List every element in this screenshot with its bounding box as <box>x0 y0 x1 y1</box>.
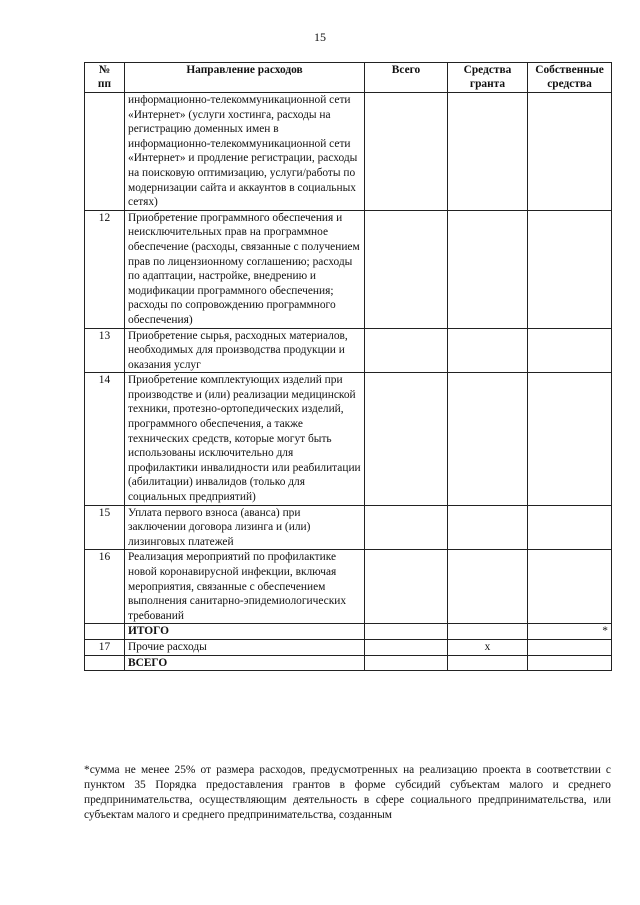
row-own-cell <box>528 550 612 624</box>
row-number-cell: 14 <box>85 373 125 505</box>
row-total-cell <box>365 328 448 373</box>
footnote: *сумма не менее 25% от размера расходов, предусмотренных на реализацию проекта в соответствии с пунктом 35 Порядка предоставления грантов в форме субсидий субъектам малого и среднего предпринимательства, осуществляющим деятельность в сфере социального предпринимательства, или субъектам малого и среднего предпринимательства, созданным <box>84 764 611 821</box>
row-grant-cell: х <box>448 639 528 655</box>
row-number-cell: 17 <box>85 639 125 655</box>
row-total-cell <box>365 655 448 671</box>
expense-table <box>84 62 612 671</box>
row-direction-cell: Уплата первого взноса (аванса) при заключении договора лизинга и (или) лизинговых платежей <box>125 505 365 550</box>
row-total-cell <box>365 93 448 211</box>
row-number-cell: 16 <box>85 550 125 624</box>
row-grant-cell <box>448 328 528 373</box>
row-own-cell <box>528 328 612 373</box>
table-row <box>85 210 612 328</box>
table-row <box>85 639 612 655</box>
row-grant-cell <box>448 655 528 671</box>
row-own-cell <box>528 639 612 655</box>
table-row <box>85 550 612 624</box>
header-direction: Направление расходов <box>125 63 365 93</box>
row-own-cell <box>528 373 612 505</box>
row-direction-cell: Прочие расходы <box>125 639 365 655</box>
table-row <box>85 505 612 550</box>
table-row <box>85 624 612 640</box>
row-grant-cell <box>448 624 528 640</box>
row-own-cell <box>528 505 612 550</box>
header-grant <box>448 63 528 93</box>
row-direction-cell: Приобретение сырья, расходных материалов, необходимых для производства продукции и оказания услуг <box>125 328 365 373</box>
row-number-cell: 12 <box>85 210 125 328</box>
page-number: 15 <box>314 30 326 44</box>
row-direction-cell: ВСЕГО <box>125 655 365 671</box>
row-total-cell <box>365 639 448 655</box>
row-direction-cell: Приобретение программного обеспечения и неисключительных прав на программное обеспечение (расходы, связанные с получением прав по лицензионному соглашению; расходы по адаптации, настройке, внедрению и модификации программного обеспечения; расходы по сопровождению программного обеспечения) <box>125 210 365 328</box>
header-num-label: № пп <box>97 64 112 90</box>
row-direction-cell: ИТОГО <box>125 624 365 640</box>
row-number-cell <box>85 93 125 211</box>
header-num <box>85 63 125 93</box>
row-total-cell <box>365 210 448 328</box>
row-direction-cell: Реализация мероприятий по профилактике новой коронавирусной инфекции, включая мероприятия, связанные с обеспечением выполнения санитарно-эпидемиологических требований <box>125 550 365 624</box>
row-number-cell <box>85 624 125 640</box>
row-own-cell <box>528 210 612 328</box>
header-own-label: Собственные средства <box>535 64 604 90</box>
table-row <box>85 328 612 373</box>
row-total-cell <box>365 624 448 640</box>
row-direction-cell: Приобретение комплектующих изделий при производстве и (или) реализации медицинской техники, протезно-ортопедических изделий, программного обеспечения, а также технических средств, которые могут быть использованы исключительно для профилактики инвалидности или реабилитации (абилитации) инвалидов (только для социальных предприятий) <box>125 373 365 505</box>
header-grant-label: Средства гранта <box>463 64 512 90</box>
table-row <box>85 655 612 671</box>
row-own-cell <box>528 655 612 671</box>
row-grant-cell <box>448 373 528 505</box>
table-row <box>85 373 612 505</box>
header-total: Всего <box>365 63 448 93</box>
row-grant-cell <box>448 550 528 624</box>
header-own <box>528 63 612 93</box>
table-header-row <box>85 63 612 93</box>
table-body <box>85 93 612 671</box>
row-number-cell: 13 <box>85 328 125 373</box>
row-total-cell <box>365 550 448 624</box>
row-number-cell <box>85 655 125 671</box>
row-direction-cell: информационно-телекоммуникационной сети «Интернет» (услуги хостинга, расходы на регистрацию доменных имен в информационно-телекоммуникационной сети «Интернет» и продление регистрации, расходы на поисковую оптимизацию, услуги/работы по модернизации сайта и аккаунтов в социальных сетях) <box>125 93 365 211</box>
row-number-cell: 15 <box>85 505 125 550</box>
row-grant-cell <box>448 93 528 211</box>
row-grant-cell <box>448 505 528 550</box>
table-row <box>85 93 612 211</box>
row-grant-cell <box>448 210 528 328</box>
row-own-cell <box>528 93 612 211</box>
row-own-cell: * <box>528 624 612 640</box>
row-total-cell <box>365 505 448 550</box>
row-total-cell <box>365 373 448 505</box>
